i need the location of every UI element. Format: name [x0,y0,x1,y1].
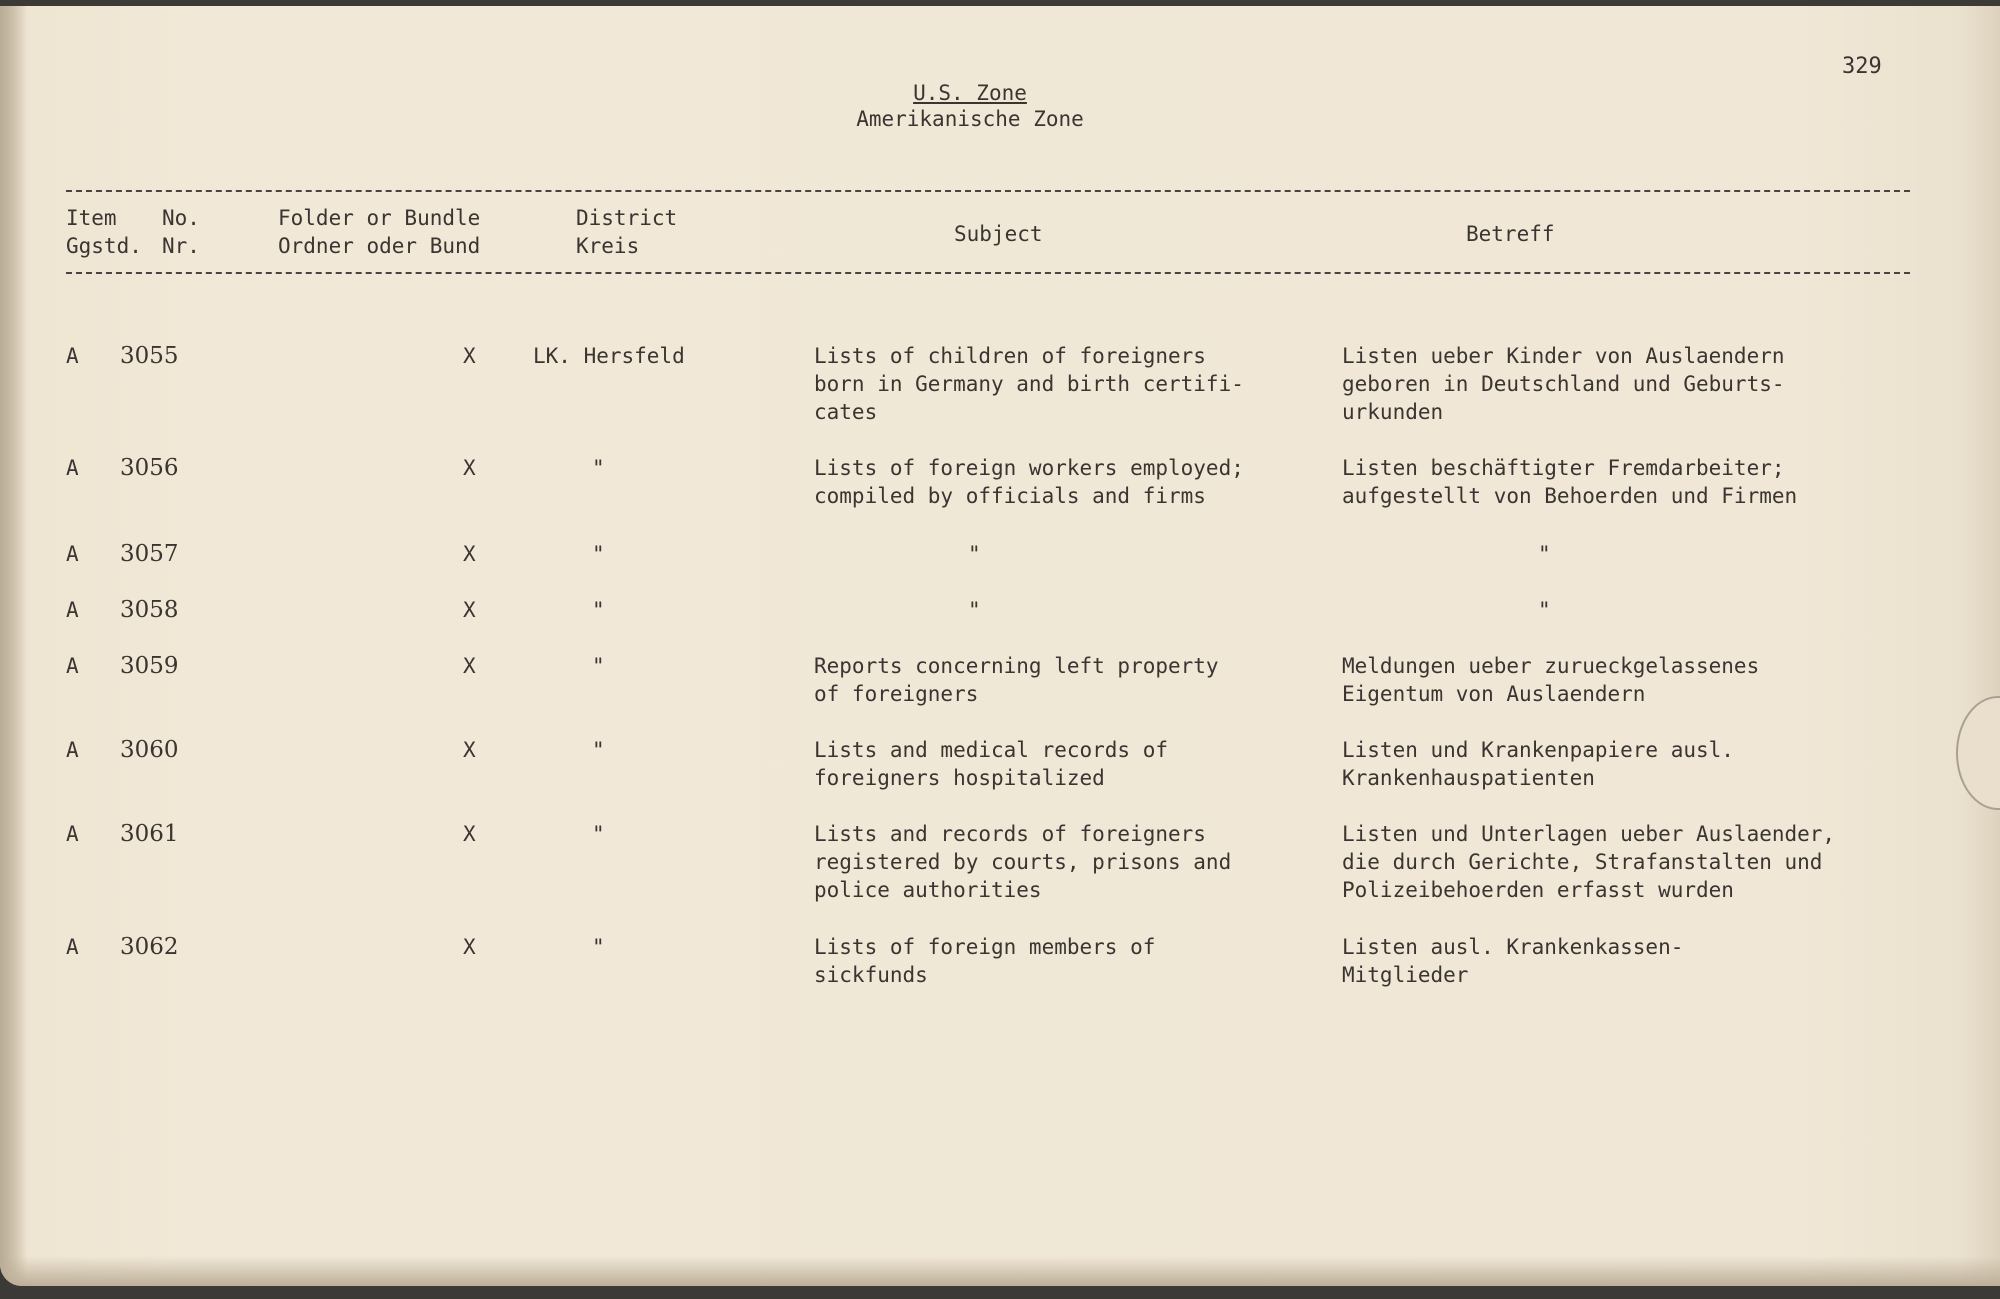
item-cell: A [66,344,79,368]
district-cell: " [592,738,605,762]
subject-cell: Lists of children of foreigners born in Germany and birth certifi- cates [814,344,1244,424]
item-cell: A [66,456,79,480]
item-cell: A [66,822,79,846]
folder-cell: X [463,542,476,566]
district-cell: " [592,598,605,622]
number-cell: 3057 [120,541,179,567]
betreff-cell: Listen und Krankenpapiere ausl. Krankenhauspatienten [1342,738,1734,790]
subject-cell: Lists of foreign workers employed; compiled by officials and firms [814,456,1244,508]
district-cell: " [592,935,605,959]
folder-cell: X [463,738,476,762]
betreff-cell: Listen ausl. Krankenkassen- Mitglieder [1342,935,1684,987]
header-district: District Kreis [576,206,678,258]
folder-cell: X [463,456,476,480]
district-cell: " [592,822,605,846]
header-folder: Folder or Bundle Ordner oder Bund [278,206,481,258]
subject-cell: " [968,542,981,566]
subject-cell: Reports concerning left property of foreigners [814,654,1219,706]
page-title: U.S. Zone [913,81,1027,105]
page-tab-edge [1956,696,2000,810]
header-betreff: Betreff [1466,222,1555,246]
district-cell: " [592,654,605,678]
number-cell: 3061 [120,821,179,847]
betreff-cell: Listen ueber Kinder von Auslaendern geboren in Deutschland und Geburts- urkunden [1342,344,1785,424]
number-cell: 3059 [120,653,179,679]
subject-cell: Lists of foreign members of sickfunds [814,935,1156,987]
item-cell: A [66,542,79,566]
betreff-cell: " [1538,542,1551,566]
betreff-cell: Listen und Unterlagen ueber Auslaender, die durch Gerichte, Strafanstalten und Polizeibehoerden erfasst wurden [1342,822,1836,902]
item-cell: A [66,738,79,762]
folder-cell: X [463,654,476,678]
subject-cell: Lists and medical records of foreigners hospitalized [814,738,1169,790]
page-subtitle: Amerikanische Zone [856,107,1084,131]
title-block [780,80,1160,132]
header-item: Item Ggstd. [66,206,142,258]
district-cell: " [592,456,605,480]
document-page [0,6,2000,1286]
page-number: 329 [1842,54,1882,79]
district-cell: LK. Hersfeld [533,344,685,368]
folder-cell: X [463,344,476,368]
number-cell: 3056 [120,455,179,481]
subject-cell: " [968,598,981,622]
item-cell: A [66,598,79,622]
folder-cell: X [463,822,476,846]
subject-cell: Lists and records of foreigners registered by courts, prisons and police authorities [814,822,1232,902]
item-cell: A [66,654,79,678]
district-cell: " [592,542,605,566]
folder-cell: X [463,598,476,622]
item-cell: A [66,935,79,959]
folder-cell: X [463,935,476,959]
number-cell: 3058 [120,597,179,623]
betreff-cell: " [1538,598,1551,622]
header-subject: Subject [954,222,1043,246]
header-bottom-rule [66,272,1910,274]
betreff-cell: Listen beschäftigter Fremdarbeiter; aufgestellt von Behoerden und Firmen [1342,456,1798,508]
number-cell: 3062 [120,934,179,960]
header-top-rule [66,190,1910,192]
number-cell: 3060 [120,737,179,763]
number-cell: 3055 [120,343,179,369]
header-no: No. Nr. [162,206,200,258]
betreff-cell: Meldungen ueber zurueckgelassenes Eigentum von Auslaendern [1342,654,1760,706]
